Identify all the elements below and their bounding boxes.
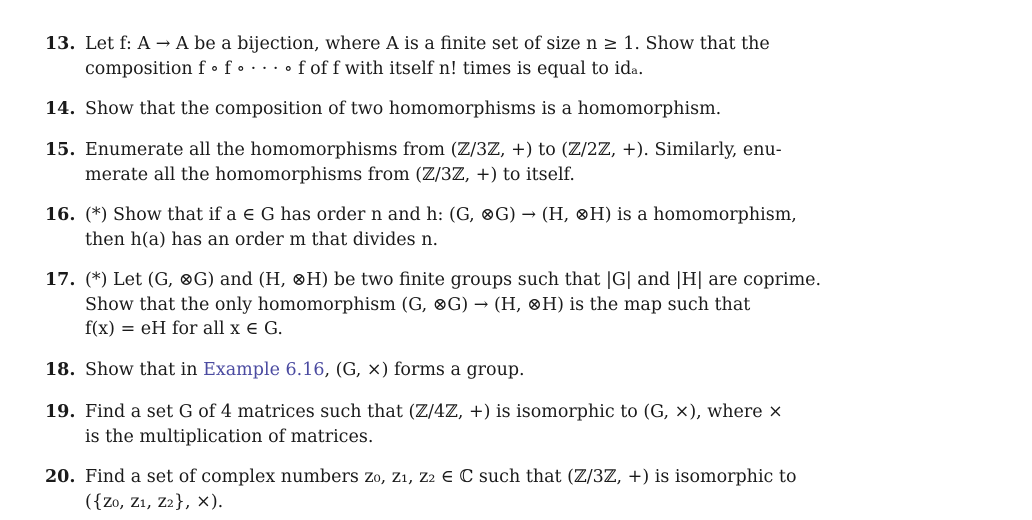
exercise-text-line: Enumerate all the homomorphisms from (ℤ/3ℤ, +) to (ℤ/2ℤ, +). Similarly, enu- (85, 140, 782, 160)
exercise-number: 16. (45, 205, 76, 225)
exercise-text-line: Show that the composition of two homomorphisms is a homomorphism. (85, 99, 722, 119)
exercise-text: , (G, ×) forms a group. (324, 360, 525, 380)
exercise-14 (45, 97, 805, 122)
exercise-text-line (85, 358, 805, 383)
exercise-text-line: Show that the only homomorphism (G, ⊗G) → (H, ⊗H) is the map such that (85, 294, 751, 315)
exercise-17 (45, 268, 822, 342)
exercise-18 (45, 358, 805, 383)
exercise-text-line: composition f ∘ f ∘ · · · ∘ f of f with itself n! times is equal to idₐ. (85, 58, 644, 79)
exercise-19 (45, 400, 805, 449)
exercise-16 (45, 203, 805, 252)
exercise-text-line: Let f: A → A be a bijection, where A is a finite set of size n ≥ 1. Show that the (85, 34, 770, 54)
exercise-text-line: merate all the homomorphisms from (ℤ/3ℤ, +) to itself. (85, 164, 575, 185)
exercise-15 (45, 138, 805, 187)
exercise-number: 15. (45, 140, 76, 160)
exercise-text-line: f(x) = eH for all x ∈ G. (85, 319, 283, 339)
exercise-text-line: then h(a) has an order m that divides n. (85, 229, 439, 250)
exercise-text-line: is the multiplication of matrices. (85, 426, 374, 447)
exercise-text: Show that in (85, 360, 204, 380)
exercise-text-line: Find a set of complex numbers z₀, z₁, z₂ ∈ ℂ such that (ℤ/3ℤ, +) is isomorphic to (85, 467, 797, 487)
exercise-text-line: ({z₀, z₁, z₂}, ×). (85, 491, 224, 512)
example-link[interactable]: Example 6.16 (203, 360, 325, 380)
exercise-text-line: (*) Let (G, ⊗G) and (H, ⊗H) be two finite groups such that |G| and |H| are coprime. (85, 270, 822, 290)
exercise-13 (45, 32, 805, 81)
exercise-number: 19. (45, 402, 76, 422)
exercise-text-line: Find a set G of 4 matrices such that (ℤ/4ℤ, +) is isomorphic to (G, ×), where × (85, 402, 783, 422)
exercise-number: 18. (45, 360, 76, 380)
exercise-number: 20. (45, 467, 76, 487)
exercise-text-line: (*) Show that if a ∈ G has order n and h: (G, ⊗G) → (H, ⊗H) is a homomorphism, (85, 205, 797, 225)
exercise-number: 17. (45, 270, 76, 290)
exercise-20 (45, 465, 805, 514)
exercise-number: 13. (45, 34, 76, 54)
exercise-number: 14. (45, 99, 76, 119)
